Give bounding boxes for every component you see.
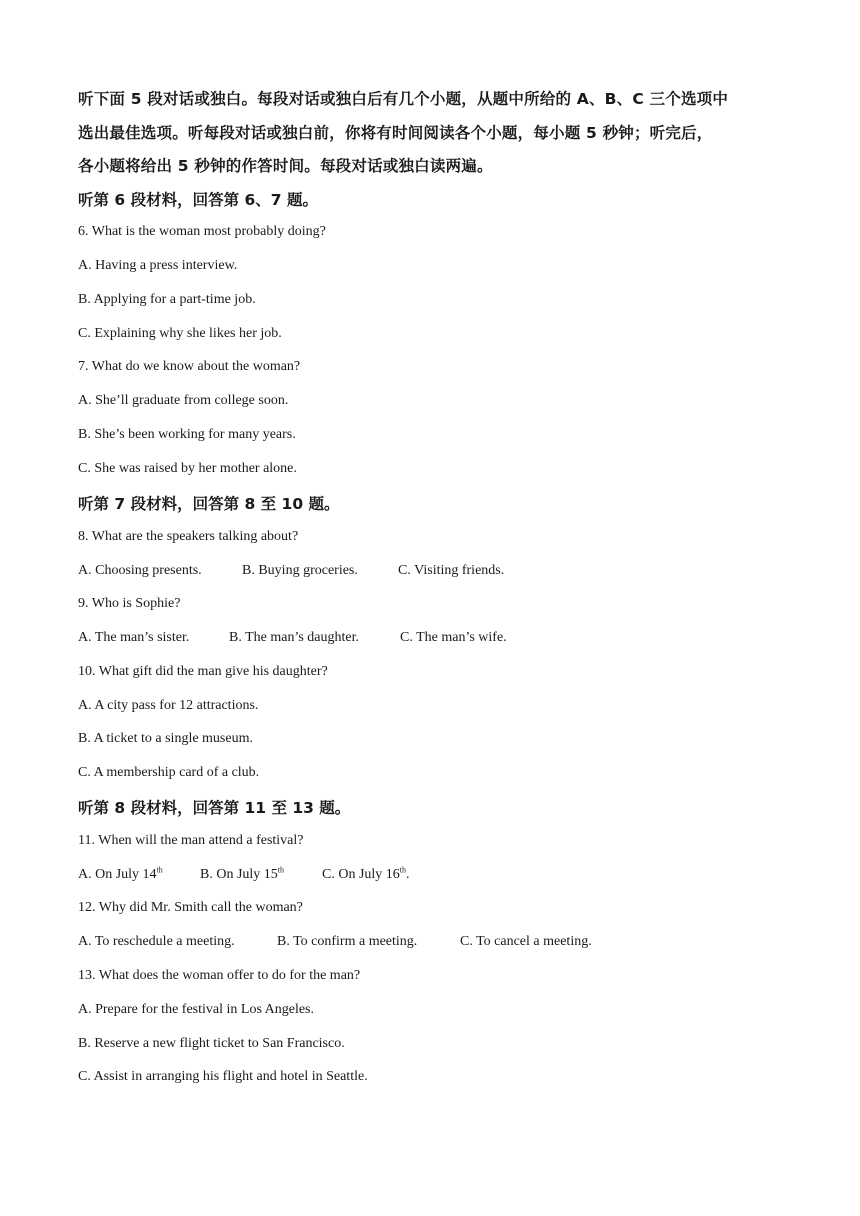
question-13-option-c: C. Assist in arranging his flight and hotel in Seattle. <box>78 1069 368 1084</box>
question-6-option-b: B. Applying for a part-time job. <box>78 292 256 307</box>
question-6-option-c: C. Explaining why she likes her job. <box>78 326 282 341</box>
question-9-option-b: B. The man’s daughter. <box>229 630 359 645</box>
question-10-option-a: A. A city pass for 12 attractions. <box>78 698 259 713</box>
question-13-option-a: A. Prepare for the festival in Los Angeles. <box>78 1002 314 1017</box>
question-13: 13. What does the woman offer to do for the man? <box>78 968 361 983</box>
question-8-option-a: A. Choosing presents. <box>78 563 202 578</box>
question-11-option-c: C. On July 16th. <box>322 865 410 882</box>
question-9-options <box>78 630 507 646</box>
question-7-option-b: B. She’s been working for many years. <box>78 427 296 442</box>
question-6-option-a: A. Having a press interview. <box>78 258 238 273</box>
question-9-option-a: A. The man’s sister. <box>78 630 190 645</box>
question-6: 6. What is the woman most probably doing? <box>78 224 326 239</box>
instructions-line-3: 各小题将给出 5 秒钟的作答时间。每段对话或独白读两遍。 <box>78 157 493 175</box>
question-10: 10. What gift did the man give his daughter? <box>78 664 328 679</box>
question-7-option-c: C. She was raised by her mother alone. <box>78 461 297 476</box>
question-8-options <box>78 563 504 579</box>
question-8-option-b: B. Buying groceries. <box>242 563 358 578</box>
question-12-option-a: A. To reschedule a meeting. <box>78 934 235 949</box>
question-12-options <box>78 934 592 950</box>
section-8-heading: 听第 8 段材料，回答第 11 至 13 题。 <box>78 799 351 817</box>
instructions-line-2: 选出最佳选项。听每段对话或独白前，你将有时间阅读各个小题，每小题 5 秒钟；听完后， <box>78 124 713 142</box>
question-12-option-c: C. To cancel a meeting. <box>460 934 592 949</box>
question-11-options <box>78 867 410 883</box>
question-8: 8. What are the speakers talking about? <box>78 529 299 544</box>
question-7: 7. What do we know about the woman? <box>78 359 301 374</box>
question-11: 11. When will the man attend a festival? <box>78 833 304 848</box>
question-10-option-b: B. A ticket to a single museum. <box>78 731 253 746</box>
section-7-heading: 听第 7 段材料，回答第 8 至 10 题。 <box>78 495 340 513</box>
question-11-option-b: B. On July 15th <box>200 865 285 882</box>
question-13-option-b: B. Reserve a new flight ticket to San Francisco. <box>78 1036 345 1051</box>
question-12-option-b: B. To confirm a meeting. <box>277 934 418 949</box>
question-11-option-a: A. On July 14th <box>78 865 163 882</box>
question-10-option-c: C. A membership card of a club. <box>78 765 260 780</box>
question-8-option-c: C. Visiting friends. <box>398 563 505 578</box>
question-12: 12. Why did Mr. Smith call the woman? <box>78 900 303 915</box>
question-9-option-c: C. The man’s wife. <box>400 630 507 645</box>
question-9: 9. Who is Sophie? <box>78 596 181 611</box>
instructions-line-1: 听下面 5 段对话或独白。每段对话或独白后有几个小题，从题中所给的 A、B、C 三个选项中 <box>78 90 729 108</box>
section-6-heading: 听第 6 段材料，回答第 6、7 题。 <box>78 191 318 209</box>
question-7-option-a: A. She’ll graduate from college soon. <box>78 393 289 408</box>
